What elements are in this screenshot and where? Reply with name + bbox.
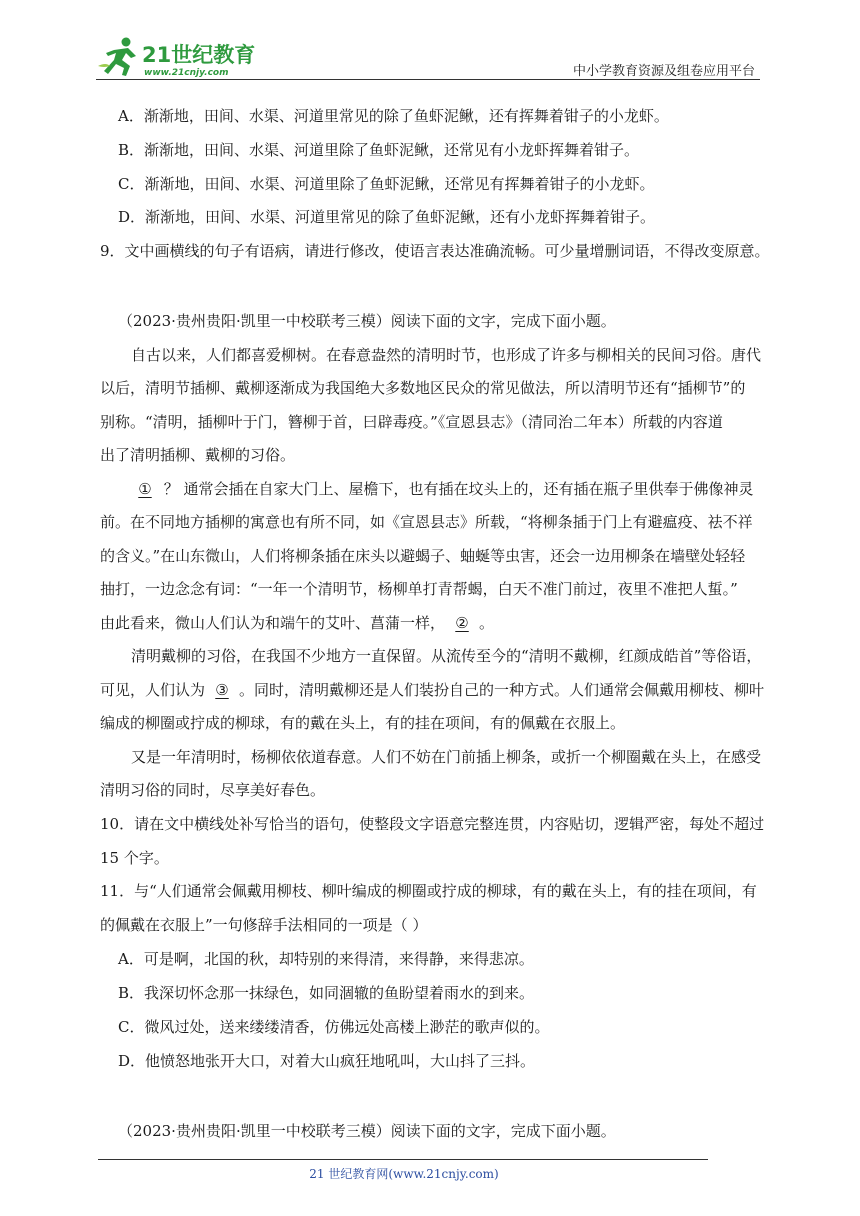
q8-option-b: B．渐渐地，田间、水渠、河道里除了鱼虾泥鳅，还常见有小龙虾挥舞着钳子。 <box>118 141 640 159</box>
blank-1: ① <box>138 480 152 498</box>
header-platform-text: 中小学教育资源及组卷应用平台 <box>572 64 755 79</box>
q8-option-d: D．渐渐地，田间、水渠、河道里常见的除了鱼虾泥鳅，还有小龙虾挥舞着钳子。 <box>118 208 656 226</box>
passage-p1-line-2: 以后，清明节插柳、戴柳逐渐成为我国绝大多数地区民众的常见做法，所以清明节还有“插柳节”的 <box>100 379 746 397</box>
passage-p3-line-2 <box>100 680 764 700</box>
brand-url: www.21cnjy.com <box>144 68 229 78</box>
passage-p1-line-3: 别称。“清明，插柳叶于门，簪柳于首，曰辟毒疫。”《宣恩县志》（清同治二年本）所载的内容道 <box>100 413 723 431</box>
passage-p2-line-3: 的含义。”在山东微山，人们将柳条插在床头以避蝎子、蚰蜒等虫害，还会一边用柳条在墙壁处轻轻 <box>100 547 746 565</box>
passage-p2-line-1 <box>131 479 754 499</box>
q11-option-a: A．可是啊，北国的秋，却特别的来得清，来得静，来得悲凉。 <box>118 950 534 968</box>
passage-p3-line-2-text: 可见，人们认为 <box>100 681 206 699</box>
blank-2: ② <box>455 614 469 632</box>
section-intro: （2023·贵州贵阳·凯里一中校联考三模）阅读下面的文字，完成下面小题。 <box>118 312 616 330</box>
passage-p3-line-2-rest: 。同时，清明戴柳还是人们装扮自己的一种方式。人们通常会佩戴用柳枝、柳叶 <box>239 681 765 699</box>
question-11-line-2: 的佩戴在衣服上”一句修辞手法相同的一项是（ ） <box>100 916 428 934</box>
passage-p2-line-5-text: 由此看来，微山人们认为和端午的艾叶、菖蒲一样， <box>100 614 446 632</box>
passage-p1-line-4: 出了清明插柳、戴柳的习俗。 <box>100 446 296 464</box>
passage-p3-line-3: 编成的柳圈或拧成的柳球，有的戴在头上，有的挂在项间，有的佩戴在衣服上。 <box>100 714 626 732</box>
question-10-line-1: 10．请在文中横线处补写恰当的语句，使整段文字语意完整连贯，内容贴切，逻辑严密，每处不超过 <box>100 815 765 833</box>
page-header <box>0 0 860 90</box>
passage-p2-line-4: 抽打，一边念念有词：“一年一个清明节，杨柳单打青帮蝎，白天不准门前过，夜里不准把人蜇。” <box>100 580 738 598</box>
passage-p2-line-2: 前。在不同地方插柳的寓意也有所不同，如《宣恩县志》所载，“将柳条插于门上有避瘟疫、祛不祥 <box>100 513 753 531</box>
passage-p4-line-1: 又是一年清明时，杨柳依依道春意。人们不妨在门前插上柳条，或折一个柳圈戴在头上，在感受 <box>131 748 762 766</box>
question-10-line-2: 15 个字。 <box>100 849 169 867</box>
runner-icon <box>98 38 136 77</box>
question-9: 9．文中画横线的句子有语病，请进行修改，使语言表达准确流畅。可少量增删词语，不得改变原意。 <box>100 242 770 260</box>
question-11-line-1: 11．与“人们通常会佩戴用柳枝、柳叶编成的柳圈或拧成的柳球，有的戴在头上，有的挂在项间，有 <box>100 882 757 900</box>
page-footer: 21 世纪教育网(www.21cnjy.com) <box>309 1167 499 1181</box>
q8-option-a: A．渐渐地，田间、水渠、河道里常见的除了鱼虾泥鳅，还有挥舞着钳子的小龙虾。 <box>118 107 669 125</box>
section-intro-2: （2023·贵州贵阳·凯里一中校联考三模）阅读下面的文字，完成下面小题。 <box>118 1122 616 1140</box>
passage-p2-line-1-text: ？ 通常会插在自家大门上、屋檐下，也有插在坟头上的，还有插在瓶子里供奉于佛像神灵 <box>163 480 754 498</box>
passage-p4-line-2: 清明习俗的同时，尽享美好春色。 <box>100 781 326 799</box>
q11-option-d: D．他愤怒地张开大口，对着大山疯狂地吼叫，大山抖了三抖。 <box>118 1052 536 1070</box>
q11-option-c: C．微风过处，送来缕缕清香，仿佛远处高楼上渺茫的歌声似的。 <box>118 1018 550 1036</box>
q11-option-b: B．我深切怀念那一抹绿色，如同涸辙的鱼盼望着雨水的到来。 <box>118 984 535 1002</box>
brand-name: 21世纪教育 <box>142 43 256 67</box>
passage-p1-line-1: 自古以来，人们都喜爱柳树。在春意盎然的清明时节，也形成了许多与柳相关的民间习俗。唐代 <box>131 346 762 364</box>
header-divider <box>96 79 760 80</box>
brand-logo <box>96 36 266 80</box>
passage-p3-line-1: 清明戴柳的习俗，在我国不少地方一直保留。从流传至今的“清明不戴柳，红颜成皓首”等俗语， <box>131 647 762 665</box>
blank-3: ③ <box>215 681 229 699</box>
passage-p2-line-5-end: 。 <box>479 614 495 632</box>
q8-option-c: C．渐渐地，田间、水渠、河道里除了鱼虾泥鳅，还常见有挥舞着钳子的小龙虾。 <box>118 175 655 193</box>
footer-divider <box>98 1159 708 1160</box>
passage-p2-line-5 <box>100 613 494 633</box>
